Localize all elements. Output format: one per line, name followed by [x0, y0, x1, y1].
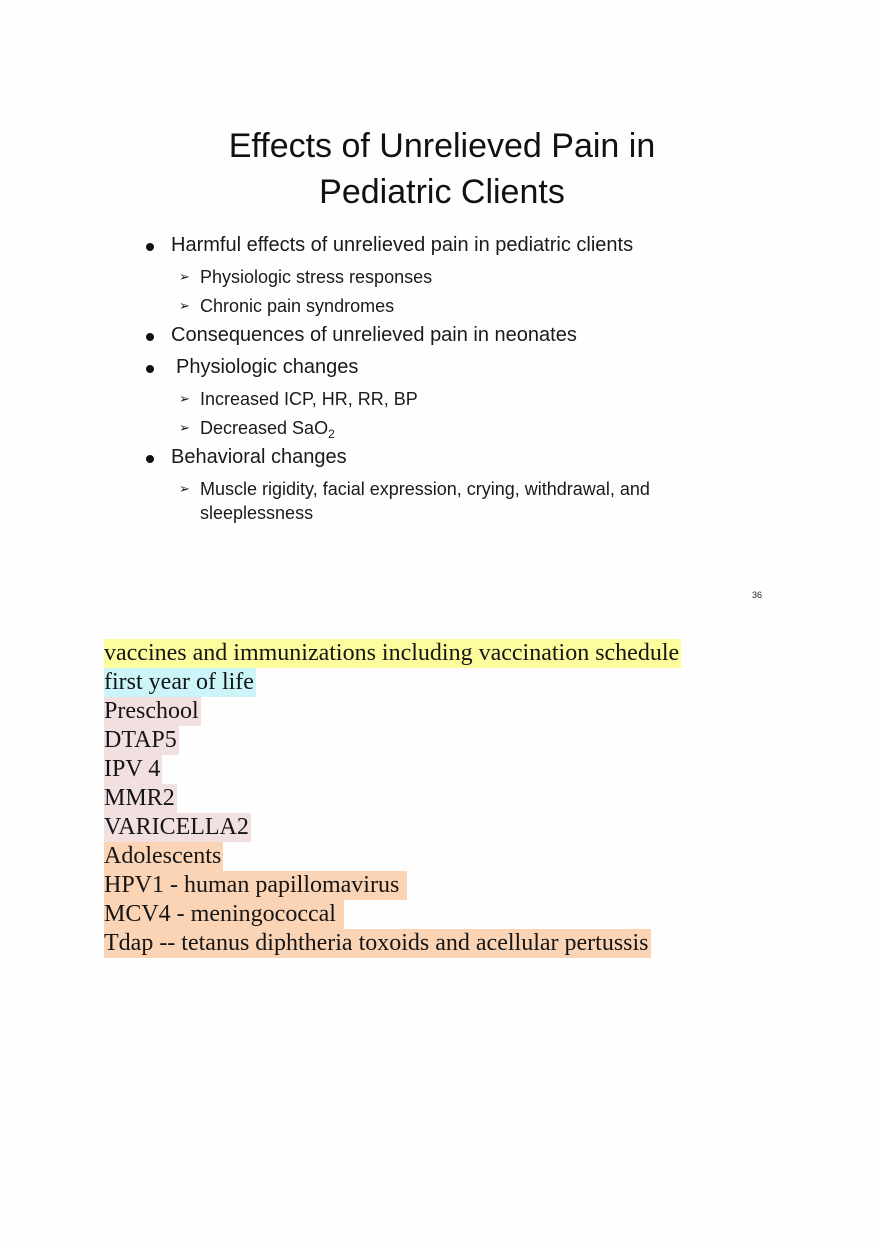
note-line — [104, 871, 681, 900]
slide-page-number: 36 — [752, 590, 763, 600]
arrow-bullet-icon: ➢ — [179, 391, 190, 406]
slide-title — [140, 123, 744, 215]
highlighted-text: vaccines and immunizations including vaccination schedule — [104, 640, 680, 666]
arrow-bullet-icon: ➢ — [179, 420, 190, 435]
note-line — [104, 813, 681, 842]
highlighted-text: DTAP5 — [104, 727, 177, 753]
bullet-item: Harmful effects of unrelieved pain in pediatric clients — [145, 231, 765, 260]
note-line — [104, 842, 681, 871]
note-line — [104, 900, 681, 929]
arrow-bullet-icon: ➢ — [179, 481, 190, 496]
highlighted-text: MMR2 — [104, 785, 175, 811]
bullet-item: Behavioral changes — [145, 443, 765, 472]
note-line — [104, 755, 681, 784]
slide-image — [0, 0, 880, 620]
slide-bullet-list — [145, 228, 765, 525]
note-line — [104, 639, 681, 668]
highlighted-text: Adolescents — [104, 843, 222, 869]
slide-title-line-1: Effects of Unrelieved Pain in — [228, 127, 656, 165]
highlighted-text: Preschool — [104, 698, 199, 724]
arrow-bullet-icon: ➢ — [179, 298, 190, 313]
note-line — [104, 929, 681, 958]
sub-bullet-item: ➢ Muscle rigidity, facial expression, crying, withdrawal, and sleeplessness — [179, 479, 650, 523]
sub-bullet-item: ➢ Decreased SaO$_2$ — [179, 418, 335, 441]
highlighted-text: VARICELLA2 — [104, 814, 249, 840]
note-line — [104, 668, 681, 697]
note-line — [104, 726, 681, 755]
note-line — [104, 697, 681, 726]
sub-bullet-item: ➢ Chronic pain syndromes — [179, 296, 395, 316]
highlighted-text: first year of life — [104, 669, 254, 695]
highlighted-text: HPV1 - human papillomavirus — [104, 872, 406, 898]
sub-bullet-item: ➢ Increased ICP, HR, RR, BP — [179, 389, 418, 409]
highlighted-text: IPV 4 — [104, 756, 161, 782]
note-line — [104, 784, 681, 813]
bullet-item: Consequences of unrelieved pain in neonates — [145, 321, 765, 350]
highlighted-notes — [104, 639, 681, 958]
subscript: 2 — [328, 427, 335, 441]
highlighted-text: Tdap -- tetanus diphtheria toxoids and acellular pertussis — [104, 930, 649, 956]
arrow-bullet-icon: ➢ — [179, 269, 190, 284]
slide-title-line-2: Pediatric Clients — [319, 173, 565, 211]
highlighted-text: MCV4 - meningococcal — [104, 901, 342, 927]
bullet-item: Physiologic changes — [145, 353, 765, 382]
sub-bullet-item: ➢ Physiologic stress responses — [179, 267, 433, 287]
